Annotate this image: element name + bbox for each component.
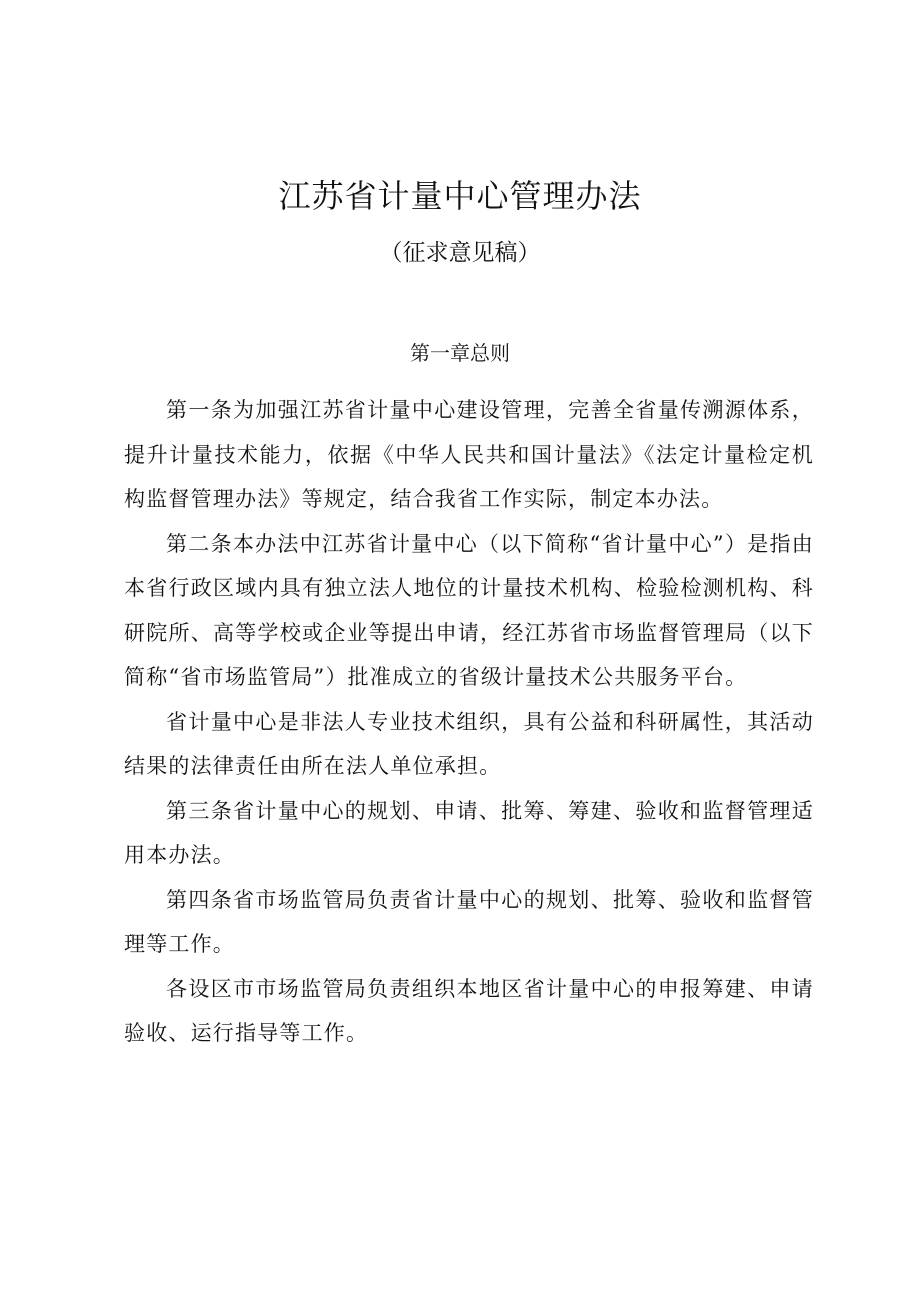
document-body [124, 388, 814, 1056]
article-4-paragraph: 第四条省市场监管局负责省计量中心的规划、批筹、验收和监督管理等工作。 [124, 887, 814, 956]
document-title: 江苏省计量中心管理办法 [278, 177, 642, 215]
article-4-supplement-paragraph: 各设区市市场监管局负责组织本地区省计量中心的申报筹建、申请验收、运行指导等工作。 [124, 976, 814, 1045]
chapter-heading: 第一章总则 [410, 341, 510, 365]
article-2-supplement-paragraph: 省计量中心是非法人专业技术组织，具有公益和科研属性，其活动结果的法律责任由所在法人单位承担。 [124, 709, 814, 778]
article-2-paragraph: 第二条本办法中江苏省计量中心（以下简称“省计量中心”）是指由本省行政区域内具有独立法人地位的计量技术机构、检验检测机构、科研院所、高等学校或企业等提出申请，经江苏省市场监督管理局（以下简称“省市场监管局”）批准成立的省级计量技术公共服务平台。 [124, 531, 814, 689]
article-3-paragraph: 第三条省计量中心的规划、申请、批筹、筹建、验收和监督管理适用本办法。 [124, 798, 814, 867]
article-1-paragraph: 第一条为加强江苏省计量中心建设管理，完善全省量传溯源体系，提升计量技术能力，依据《中华人民共和国计量法》《法定计量检定机构监督管理办法》等规定，结合我省工作实际，制定本办法。 [124, 398, 814, 511]
document-subtitle: （征求意见稿） [379, 240, 541, 266]
